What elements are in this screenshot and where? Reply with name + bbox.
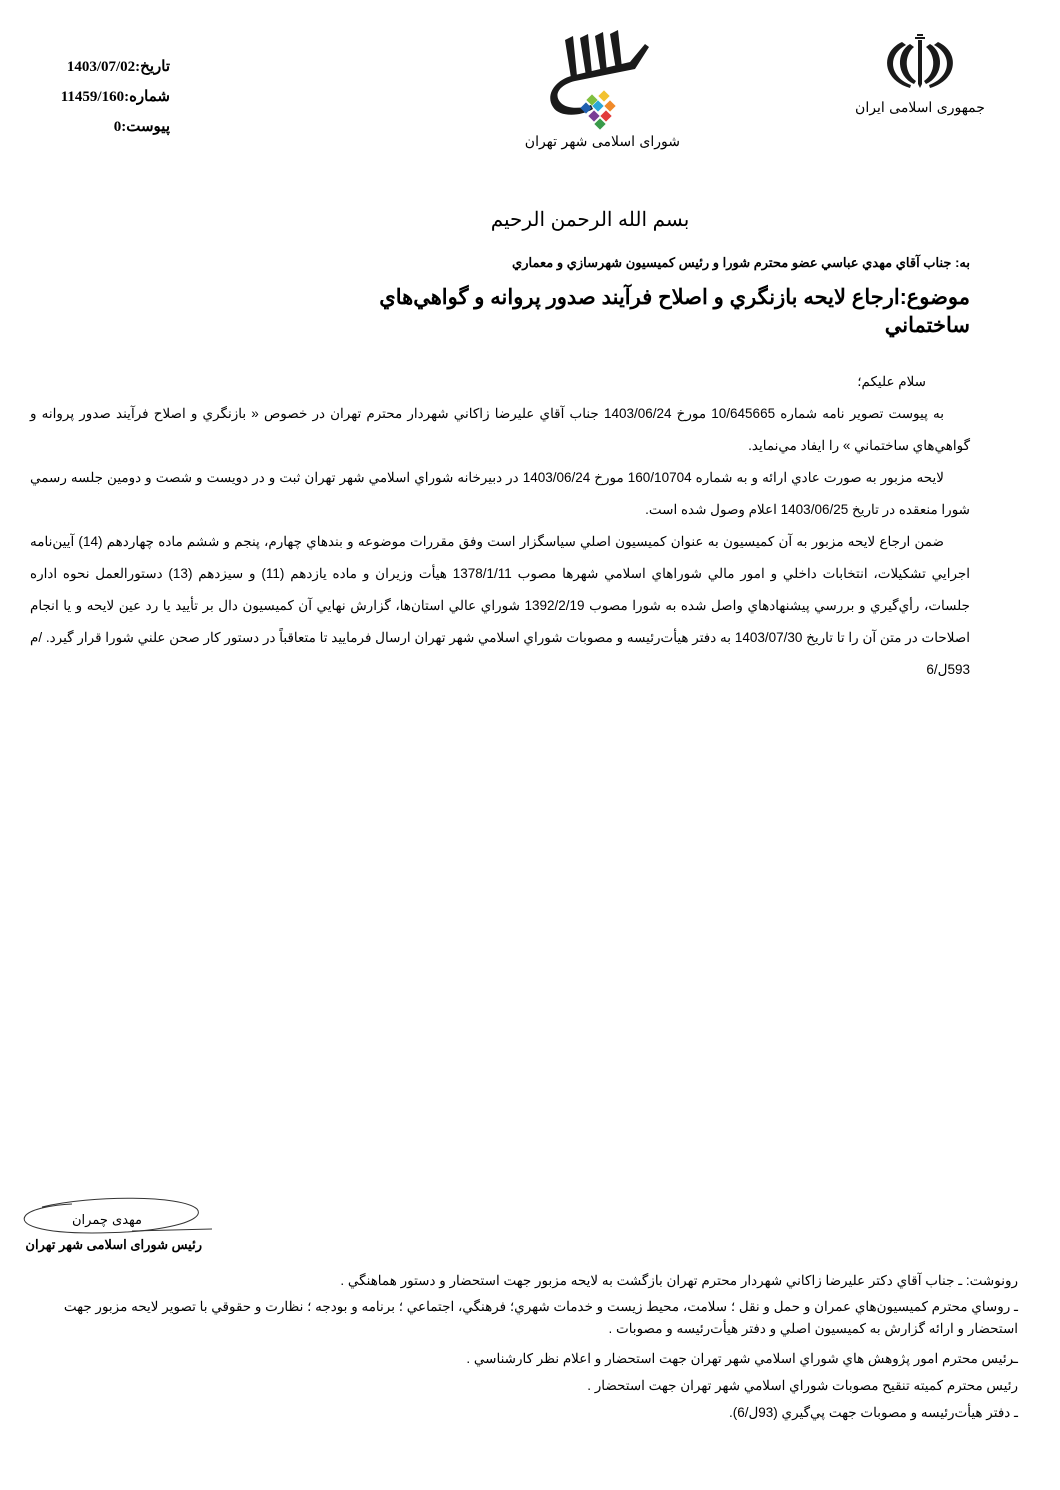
color-tile: [600, 110, 611, 121]
letter-body: [30, 366, 970, 686]
cc-line: رئيس محترم كميته تنقيح مصوبات شوراي اسلامي شهر تهران جهت استحضار .: [587, 1378, 1018, 1393]
signer-name: مهدی چمران: [72, 1213, 142, 1228]
greeting: سلام عليكم؛: [857, 374, 926, 389]
signature-block: [12, 1195, 212, 1265]
iran-emblem-icon: [855, 28, 985, 96]
letter-meta: [40, 52, 170, 142]
council-logo: [524, 30, 680, 160]
attachment-line: [40, 112, 170, 142]
date-line: [40, 52, 170, 82]
subject-line: موضوع:ارجاع لايحه بازنگري و اصلاح فرآيند صدور پروانه و گواهي‌هاي ساختماني: [379, 286, 970, 337]
color-tile: [604, 100, 615, 111]
color-tiles: [580, 90, 615, 129]
council-logo-caption: شورای اسلامی شهر تهران: [524, 134, 680, 150]
cc-line: رونوشت: ـ جناب آقاي دكتر عليرضا زاكاني شهردار محترم تهران بازگشت به لايحه مزبور جهت استحضار و دستور هماهنگي .: [340, 1273, 1018, 1288]
cc-line: ـ روساي محترم كميسيون‌هاي عمران و حمل و نقل ؛ سلامت، محيط زيست و خدمات شهري؛ فرهنگي، اجتماعي ؛ برنامه و بودجه ؛ نظارت و حقوقي با تصوير لايحه مزبور جهت استحضار و ارائه گزارش به كميسيون اصلي و دفتر هيأت‌رئيسه و مصوبات .: [63, 1299, 1018, 1336]
attachment-value: 0: [113, 119, 122, 135]
council-emblem-icon: [530, 30, 680, 130]
number-line: [40, 82, 170, 112]
color-tile: [598, 90, 609, 101]
color-tile: [588, 110, 599, 121]
iran-emblem-caption: جمهوری اسلامی ایران: [855, 100, 985, 116]
signer-title: رئیس شورای اسلامی شهر تهران: [25, 1237, 202, 1252]
body-paragraph: لايحه مزبور به صورت عادي ارائه و به شماره 160/10704 مورخ 1403/06/24 در دبيرخانه شوراي اسلامي شهر تهران ثبت و در دويست و شصت و دومين جلسه رسمي شورا منعقده در تاريخ 1403/06/25 اعلام وصول شده است.: [30, 470, 970, 517]
body-paragraph: به پيوست تصوير نامه شماره 10/645665 مورخ 1403/06/24 جناب آقاي عليرضا زاكاني شهردار محترم تهران در خصوص « بازنگري و اصلاح فرآيند صدور پروانه و گواهي‌هاي ساختماني » را ايفاد مي‌نمايد.: [30, 406, 970, 453]
cc-list: [10, 1270, 1018, 1424]
body-paragraph: ضمن ارجاع لايحه مزبور به آن كميسيون به عنوان كميسيون اصلي سياسگزار است وفق مقررات موضوعه و بندهاي چهارم، پنجم و ششم ماده چهاردهم (14) آيين‌نامه اجرايي تشكيلات، انتخابات داخلي و امور مالي شوراهاي اسلامي شهرها مصوب 1378/1/11 هيأت وزيران و ماده يازدهم (11) و سيزدهم (13) دستورالعمل نحوه اداره جلسات، رأي‌گيري و بررسي پيشنهادهاي واصل شده به شورا مصوب 1392/2/19 شوراي عالي استان‌ها، گزارش نهايي آن كميسيون دال بر تأييد يا رد عين لايحه و يا انجام اصلاحات در متن آن را تا تاريخ 1403/07/30 به دفتر هيأت‌رئيسه و مصوبات شوراي اسلامي شهر تهران ارسال فرماييد تا متعاقباً در دستور كار صحن علني شورا قرار گيرد. /م 593ل/6: [30, 534, 970, 677]
cc-line: ـ دفتر هيأت‌رئيسه و مصوبات جهت پي‌گيري (93ل/6).: [728, 1405, 1018, 1420]
date-value: 1403/07/02: [66, 59, 136, 75]
basmala: بسم الله الرحمن الرحيم: [490, 209, 690, 231]
recipient-line: به: جناب آقاي مهدي عباسي عضو محترم شورا و رئيس كميسيون شهرسازي و معماري: [512, 255, 970, 270]
attachment-label: پیوست:: [121, 119, 170, 135]
color-tile: [594, 118, 605, 129]
number-label: شماره:: [124, 89, 170, 105]
number-value: 11459/160: [60, 89, 125, 105]
cc-line: ـرئيس محترم امور پژوهش هاي شوراي اسلامي شهر تهران جهت استحضار و اعلام نظر كارشناسي .: [466, 1351, 1018, 1366]
iran-emblem-logo: [855, 28, 985, 128]
date-label: تاریخ:: [135, 59, 170, 75]
